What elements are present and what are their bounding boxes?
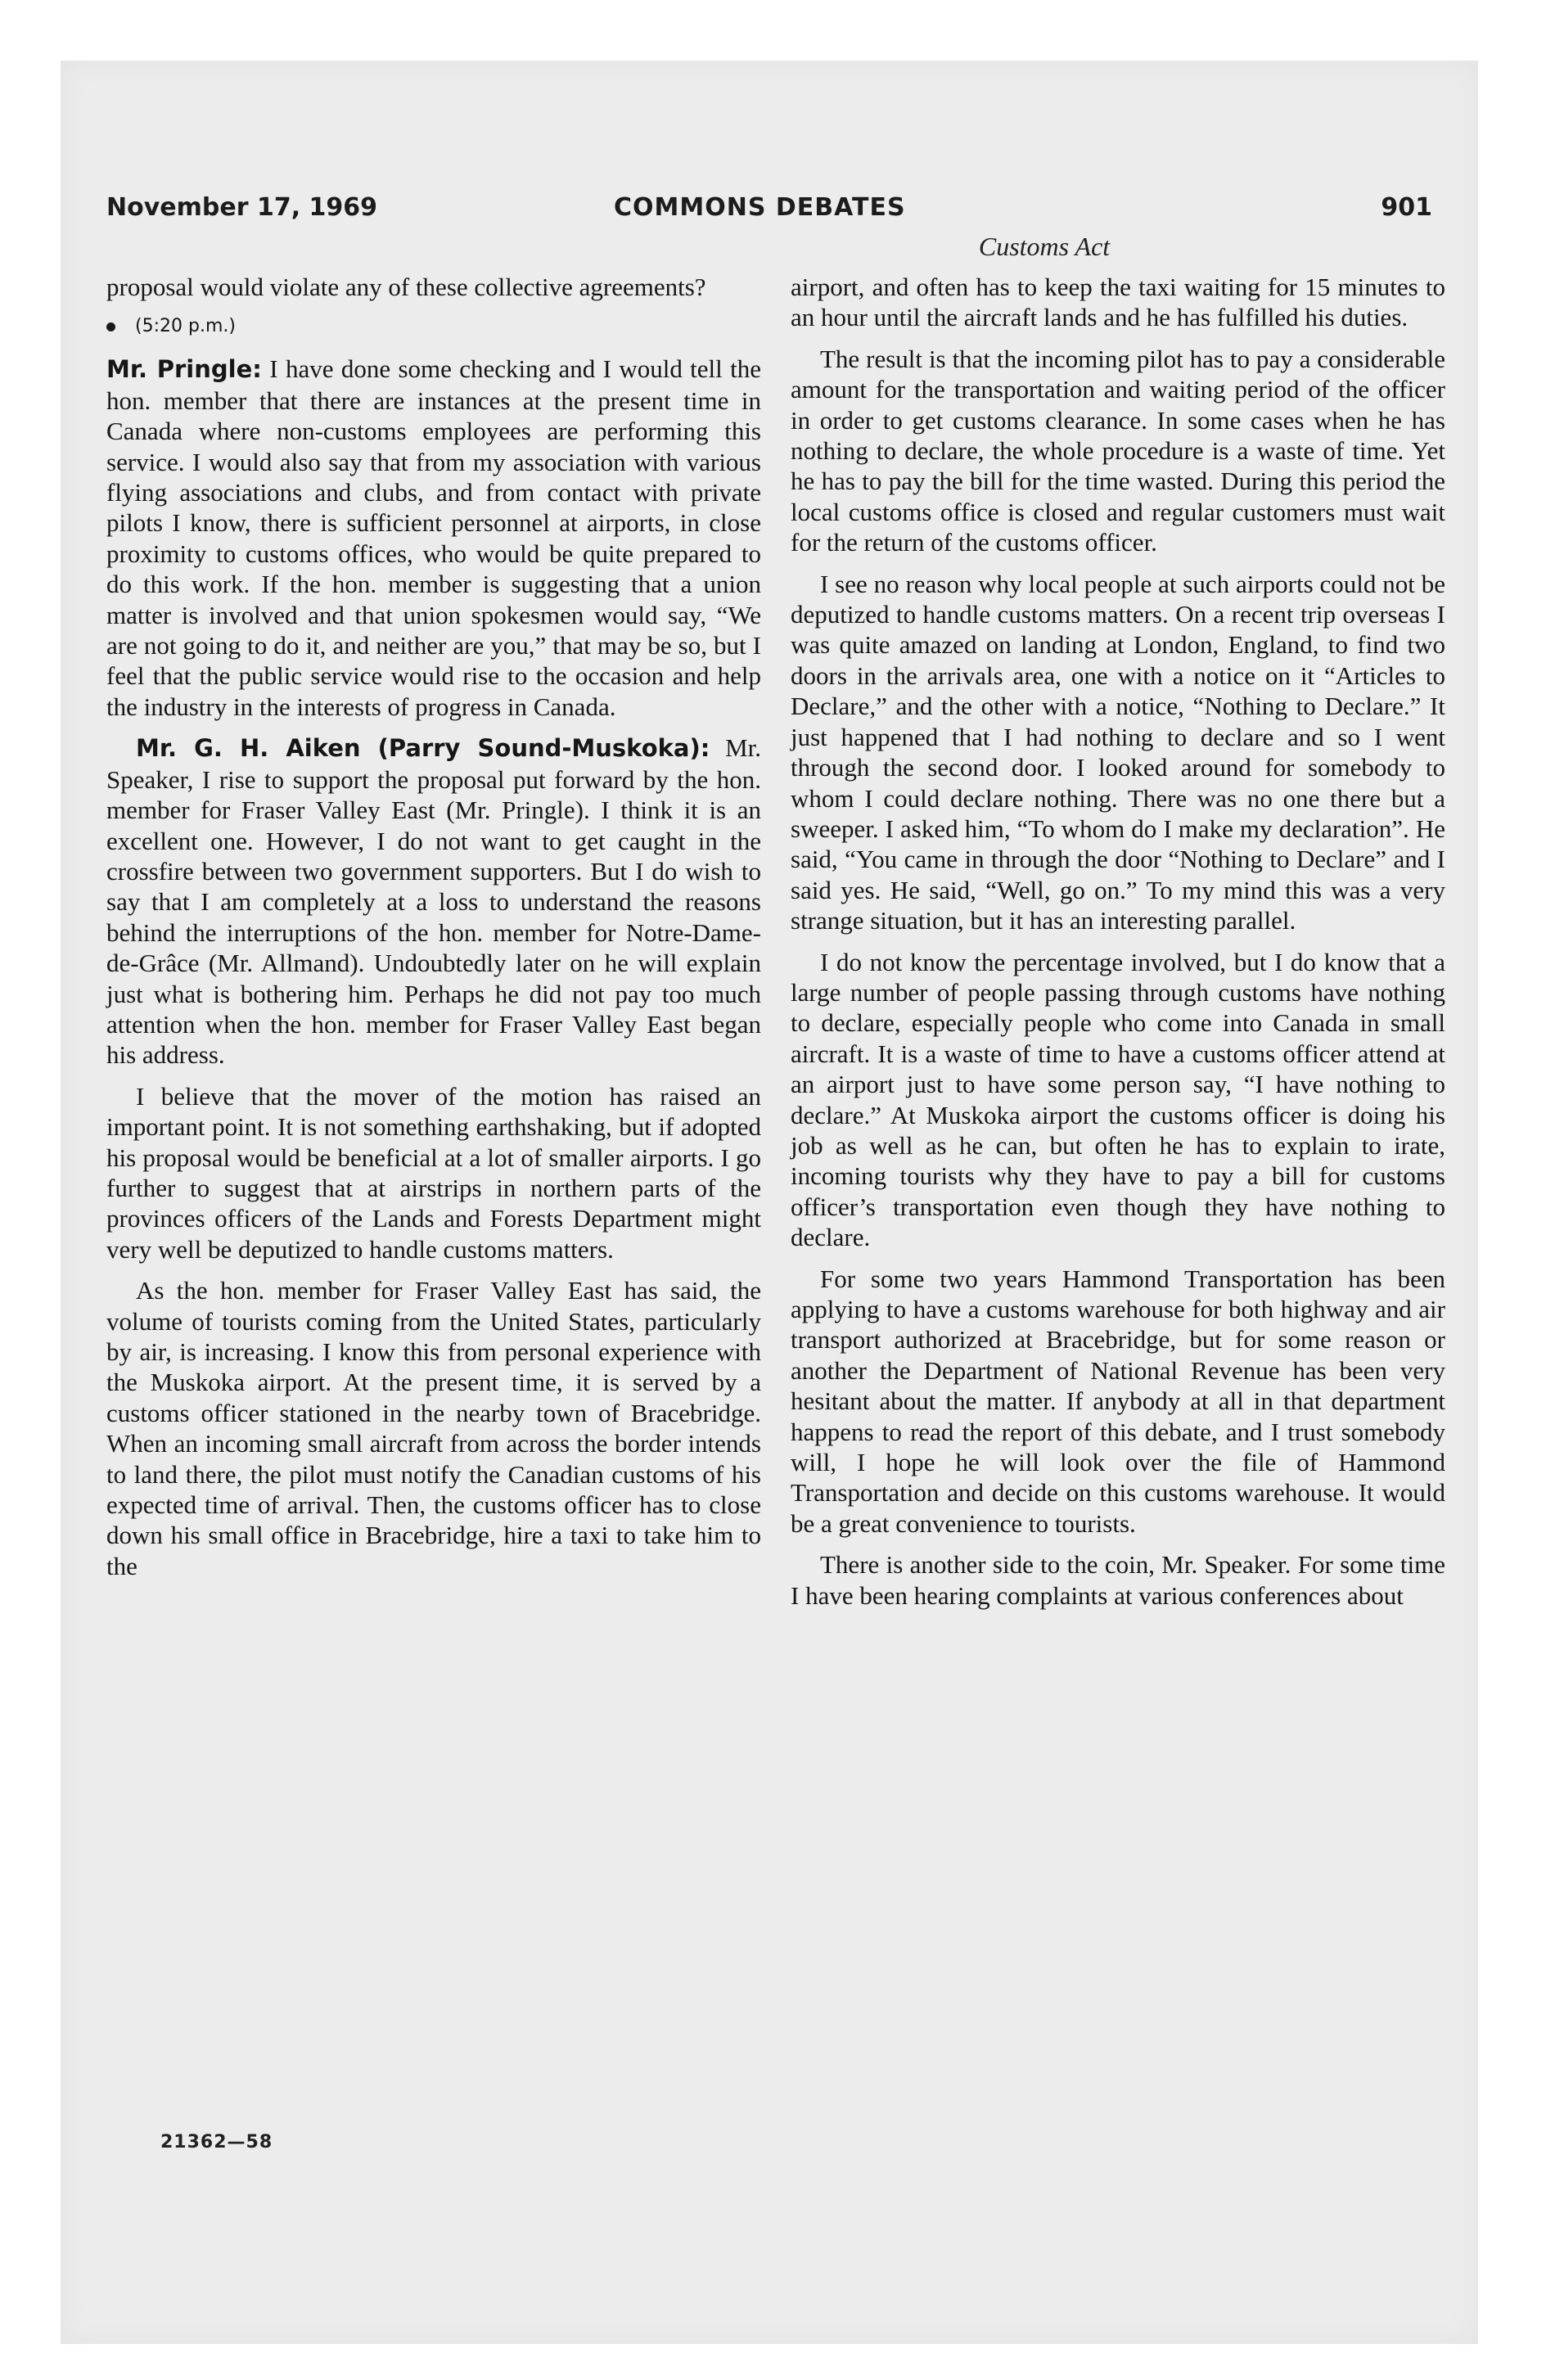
header-page-number: 901 [1381,193,1432,222]
paragraph: proposal would violate any of these collective agreements? [106,273,706,301]
paragraph: There is another side to the coin, Mr. Speaker. For some time I have been hearing complaints at various conferences about [791,1550,1445,1610]
speech-paragraph [106,732,761,1070]
paragraph: airport, and often has to keep the taxi waiting for 15 minutes to an hour until the aircraft lands and he has fulfilled his duties. [791,273,1445,332]
paragraph: I believe that the mover of the motion has raised an important point. It is not something earthshaking, but if adopted his proposal would be beneficial at a lot of smaller airports. I go further to suggest that at airstrips in northern parts of the provinces officers of the Lands and Forests Department might very well be deputized to handle customs matters. [106,1081,761,1264]
paragraph: I see no reason why local people at such airports could not be deputized to handle customs matters. On a recent trip overseas I was quite amazed on landing at London, England, to find two doors in the arrivals area, one with a notice on it “Articles to Declare,” and the other with a notice, “Nothing to Declare.” It just happened that I had nothing to declare and so I went through the second door. I looked around for somebody to whom I could declare nothing. There was no one there but a sweeper. I asked him, “To whom do I make my declaration”. He said, “You came in through the door “Nothing to Declare” and I said yes. He said, “Well, go on.” To my mind this was a very strange situation, but it has an interesting parallel. [791,569,1445,935]
running-head [106,193,1432,229]
left-column [106,272,761,2109]
speech-text: I have done some checking and I would tell the hon. member that there are instances at the present time in Canada where non-customs employees are performing this service. I would also say that from my association with various flying associations and clubs, and from contact with private pilots I know, there is sufficient personnel at airports, in close proximity to customs offices, who would be quite prepared to do this work. If the hon. member is suggesting that a union matter is involved and that union spokesmen would say, “We are not going to do it, and neither are you,” that may be so, but I feel that the public service would rise to the occasion and help the industry in the interests of progress in Canada. [106,354,762,721]
section-subject: Customs Act [978,232,1111,261]
bullet-icon [106,322,115,331]
speaker-name: Mr. G. H. Aiken (Parry Sound-Muskoka): [136,734,710,763]
paragraph: I do not know the percentage involved, but I do know that a large number of people passing through customs have nothing to declare, especially people who come into Canada in small aircraft. It is a waste of time to have a customs officer attend at an airport just to have some person say, “I have nothing to declare.” At Muskoka airport the customs officer is doing his job as well as he can, but often he has to explain to irate, incoming tourists why they have to pay a bill for customs officer’s transportation even though they have nothing to declare. [791,947,1445,1252]
speech-paragraph [106,354,761,722]
speech-text: Mr. Speaker, I rise to support the proposal put forward by the hon. member for Fraser Valley East (Mr. Pringle). I think it is an excellent one. However, I do not want to get caught in the crossfire between two government supporters. But I do wish to say that I am completely at a loss to understand the reasons behind the interruptions of the hon. member for Notre-Dame-de-Grâce (Mr. Allmand). Undoubtedly later on he will explain just what is bothering him. Perhaps he did not pay too much attention when the hon. member for Fraser Valley East began his address. [106,733,761,1070]
time-marker-text: (5:20 p.m.) [135,316,236,337]
paragraph: As the hon. member for Fraser Valley East has said, the volume of tourists coming from the United States, particularly by air, is increasing. I know this from personal experience with the Muskoka airport. At the present time, it is served by a customs officer stationed in the nearby town of Bracebridge. When an incoming small aircraft from across the border intends to land there, the pilot must notify the Canadian customs of his expected time of arrival. Then, the customs officer has to close down his small office in Bracebridge, hire a taxi to take him to the [106,1276,761,1580]
footer-print-code: 21362—58 [160,2132,273,2152]
speaker-name: Mr. Pringle: [106,355,262,384]
time-marker [106,313,761,340]
header-date: November 17, 1969 [106,193,378,222]
paragraph: For some two years Hammond Transportation has been applying to have a customs warehouse for both highway and air transport authorized at Bracebridge, but for some reason or another the Department of National Revenue has been very hesitant about the matter. If anybody at all in that department happens to read the report of this debate, and I trust somebody will, I hope he will look over the file of Hammond Transportation and decide on this customs warehouse. It would be a great convenience to tourists. [791,1264,1445,1538]
header-publication-title: COMMONS DEBATES [614,193,906,222]
paragraph: The result is that the incoming pilot has to pay a considerable amount for the transportation and waiting period of the officer in order to get customs clearance. In some cases when he has nothing to declare, the whole procedure is a waste of time. Yet he has to pay the bill for the time wasted. During this period the local customs office is closed and regular customers must wait for the return of the customs officer. [791,344,1445,557]
right-column [791,272,1445,2109]
